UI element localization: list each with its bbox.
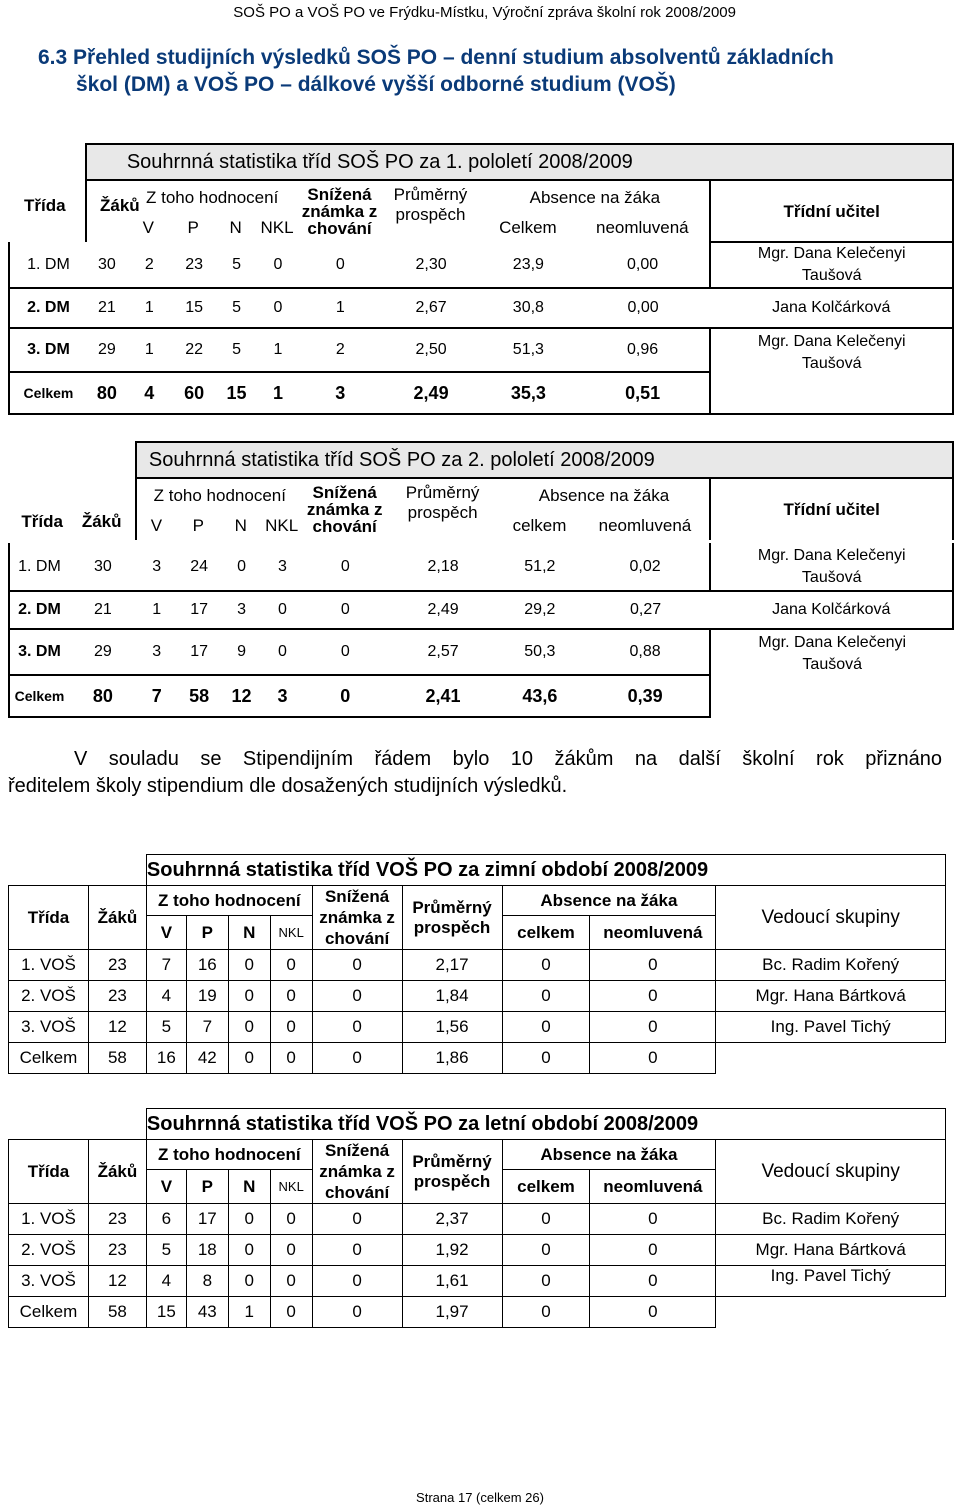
sem1-row-1: 1. DM 30 2 23 5 0 0 2,30 23,9 0,00 Mgr. Dana Kelečenyi Taušová — [9, 242, 953, 288]
sem2-col-tridni-ucitel: Třídní učitel — [710, 478, 953, 540]
col-z-toho: Z toho hodnocení — [145, 187, 279, 207]
col-neomluvena: neomluvená — [596, 218, 689, 237]
vos-winter-row-1: 1. VOŠ 23 7 16 0 0 0 2,17 0 0 Bc. Radim Kořený — [9, 950, 946, 981]
col-nkl: NKL — [260, 218, 294, 237]
vos-summer-total-row: Celkem 58 15 43 1 0 0 1,97 0 0 — [9, 1297, 946, 1328]
vos-summer-row-2: 2. VOŠ 23 5 18 0 0 0 1,92 0 0 Mgr. Hana Bártková — [9, 1235, 946, 1266]
col-snizena: Snížená známka z chování — [301, 185, 378, 238]
vos-winter-title: Souhrnná statistika tříd VOŠ PO za zimní období 2008/2009 — [146, 855, 945, 886]
sem2-total-row: Celkem 80 7 58 12 3 0 2,41 43,6 0,39 — [9, 675, 953, 717]
sem1-table — [8, 143, 954, 242]
sem1-teacher-3: Mgr. Dana Kelečenyi Taušová — [710, 328, 953, 414]
sem2-teacher-1: Mgr. Dana Kelečenyi Taušová — [710, 543, 953, 591]
col-v: V — [142, 218, 154, 237]
section-heading — [38, 44, 938, 98]
running-header: SOŠ PO a VOŠ PO ve Frýdku-Místku, Výroční zpráva školní rok 2008/2009 — [233, 4, 736, 21]
sem1-title: Souhrnná statistika tříd SOŠ PO za 1. pololetí 2008/2009 — [86, 144, 953, 180]
sem2-row-3: 3. DM 29 3 17 9 0 0 2,57 50,3 0,88 Mgr. Dana Kelečenyi Taušová — [9, 629, 953, 675]
sem2-row-2: 2. DM 21 1 17 3 0 0 2,49 29,2 0,27 Jana Kolčárková — [9, 591, 953, 629]
sem2-header-trida-zaku: Třída Žáků — [8, 442, 136, 540]
col-celkem: Celkem — [499, 218, 557, 237]
vos-summer-row-1: 1. VOŠ 23 6 17 0 0 0 2,37 0 0 Bc. Radim Kořený — [9, 1204, 946, 1235]
vos-winter-row-3: 3. VOŠ 12 5 7 0 0 0 1,56 0 0 Ing. Pavel Tichý — [9, 1012, 946, 1043]
heading-line-2: škol (DM) a VOŠ PO – dálkové vyšší odborné studium (VOŠ) — [76, 73, 676, 96]
sem1-total-row: Celkem 80 4 60 15 1 3 2,49 35,3 0,51 — [9, 372, 953, 414]
col-prumer: Průměrný prospěch — [393, 185, 468, 224]
sem2-col-z-toho: Z toho hodnocení — [153, 485, 286, 505]
sem2-data — [8, 543, 954, 718]
vos-winter-col-trida: Třída — [9, 886, 89, 950]
vos-summer-table: Souhrnná statistika tříd VOŠ PO za letní období 2008/2009 Třída Žáků Z toho hodnocení Snížená známka z chování Průměrný prospěch Absence na žáka Vedoucí skupiny V P N NKL celkem neomluvená 1. VOŠ 23 6 17 0 0 0 2,37 0 0 Bc. Radim Kořený 2. VOŠ 23 5 18 0 0 0 1,92 0 0 Mgr. Hana Bártková 3. VOŠ 12 4 8 0 0 0 1,61 0 0 Ing. Pavel Tichý Celkem 58 15 43 1 0 0 1,97 0 0 — [8, 1108, 946, 1328]
col-n: N — [229, 218, 242, 237]
sem1-data — [8, 241, 954, 415]
sem1-teacher-2: Jana Kolčárková — [710, 288, 953, 328]
scholarship-paragraph: V souladu se Stipendijním řádem bylo 10 žákům na další školní rok přiznáno ředitelem školy stipendium dle dosažených studijních výsledků. — [8, 748, 942, 797]
vos-summer-row-3: 3. VOŠ 12 4 8 0 0 0 1,61 0 0 Ing. Pavel Tichý — [9, 1266, 946, 1297]
col-tridni-ucitel: Třídní učitel — [710, 180, 953, 242]
sem2-col-prumer: Průměrný prospěch — [405, 483, 480, 522]
vos-winter-col-vedouci: Vedoucí skupiny — [716, 886, 946, 950]
sem2-title: Souhrnná statistika tříd SOŠ PO za 2. pololetí 2008/2009 — [136, 442, 953, 478]
vos-winter-table: Souhrnná statistika tříd VOŠ PO za zimní období 2008/2009 Třída Žáků Z toho hodnocení Snížená známka z chování Průměrný prospěch Absence na žáka Vedoucí skupiny V P N NKL celkem neomluvená 1. VOŠ 23 7 16 0 0 0 2,17 0 0 Bc. Radim Kořený 2. VOŠ 23 4 19 0 0 0 1,84 0 0 Mgr. Hana Bártková 3. VOŠ 12 5 7 0 0 0 1,56 0 0 Ing. Pavel Tichý Celkem 58 16 42 0 0 0 1,86 0 0 — [8, 854, 946, 1074]
sem1-teacher-1: Mgr. Dana Kelečenyi Taušová — [710, 242, 953, 288]
heading-line-1: 6.3 Přehled studijních výsledků SOŠ PO – denní studium absolventů základních — [38, 46, 834, 69]
sem1-row-3: 3. DM 29 1 22 5 1 2 2,50 51,3 0,96 Mgr. Dana Kelečenyi Taušová — [9, 328, 953, 372]
col-absence: Absence na žáka — [529, 187, 661, 207]
sem2-col-absence: Absence na žáka — [538, 485, 670, 505]
vos-winter-total-row: Celkem 58 16 42 0 0 0 1,86 0 0 — [9, 1043, 946, 1074]
sem1-row-2: 2. DM 21 1 15 5 0 1 2,67 30,8 0,00 Jana Kolčárková — [9, 288, 953, 328]
page-footer: Strana 17 (celkem 26) — [416, 1490, 544, 1505]
sem1-header-zaku: Žáků — [100, 196, 140, 215]
sem1-header-trida: Třída — [24, 196, 66, 215]
vos-summer-title: Souhrnná statistika tříd VOŠ PO za letní období 2008/2009 — [146, 1109, 945, 1140]
sem2-teacher-3: Mgr. Dana Kelečenyi Taušová — [710, 629, 953, 717]
sem2-table: Třída Žáků Souhrnná statistika tříd SOŠ PO za 2. pololetí 2008/2009 Z toho hodnocení Snížená známka z chování Průměrný prospěch Absence na žáka Třídní učitel V P N NKL celkem neomluvená — [8, 441, 954, 540]
sem2-col-snizena: Snížená známka z chování — [306, 483, 383, 536]
col-p: P — [187, 218, 199, 237]
vos-winter-row-2: 2. VOŠ 23 4 19 0 0 0 1,84 0 0 Mgr. Hana Bártková — [9, 981, 946, 1012]
vos-summer-col-trida: Třída — [9, 1140, 89, 1204]
sem2-teacher-2: Jana Kolčárková — [710, 591, 953, 629]
sem2-row-1: 1. DM 30 3 24 0 3 0 2,18 51,2 0,02 Mgr. Dana Kelečenyi Taušová — [9, 543, 953, 591]
vos-summer-col-vedouci: Vedoucí skupiny — [716, 1140, 946, 1204]
